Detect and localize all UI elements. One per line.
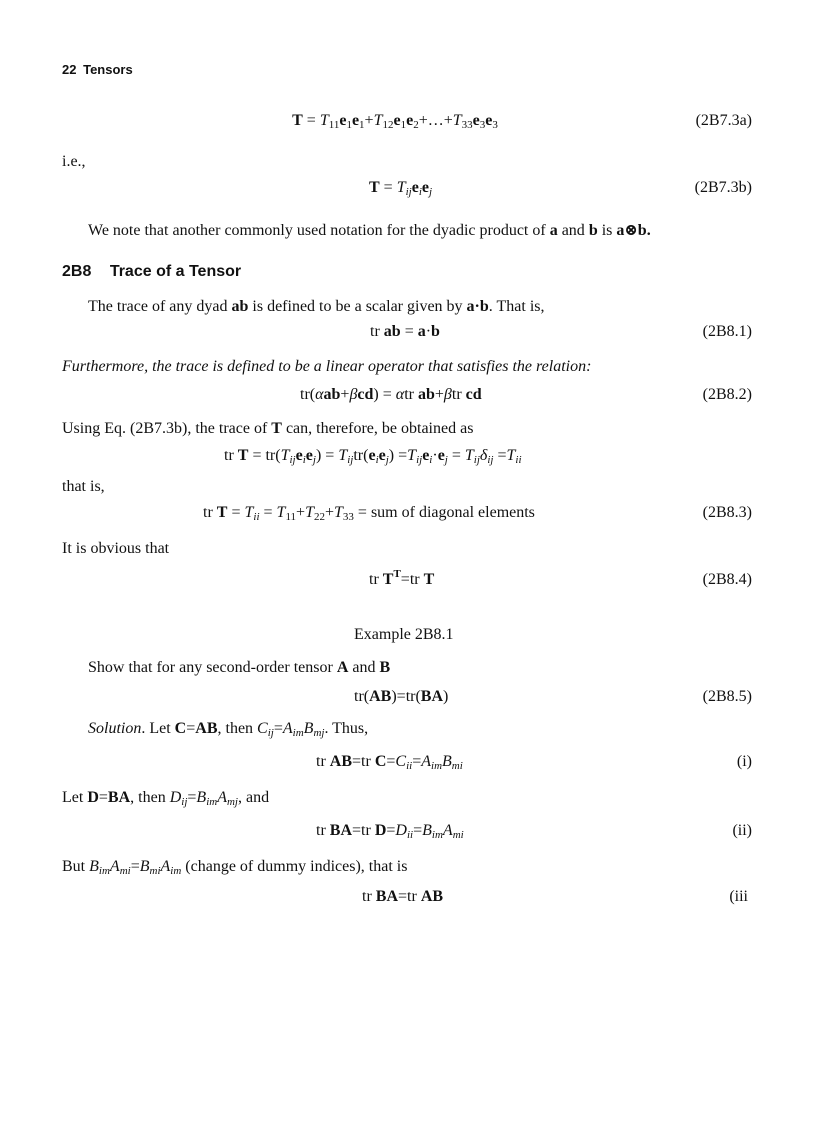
using-eq-sentence <box>62 420 473 438</box>
solution-sentence: Solution. Let C=AB, then $C_{ij}=A_{im}B_{mj}$. Thus, <box>88 720 369 739</box>
tensor-product: a⊗b. <box>616 222 651 239</box>
but-post: (change of dummy indices), that is <box>181 858 408 875</box>
equation-i: tr AB=tr $C=C_{ii}=A_{im}B_{mi}$ <box>316 753 463 772</box>
let-d-pre: Let <box>62 789 88 806</box>
trace-derivation-equation: tr $T = tr(T_{ij}e_ie_j) = T_{ij}tr(e_ie_j) =T_{ij}e_i\cdot e_j = T_{ij}\delta_{ij} =T_{ii}$ <box>224 447 522 466</box>
equation-2B8-4: tr $T^T=tr$ T <box>369 568 435 588</box>
using-eq-post: can, therefore, be obtained as <box>281 420 474 437</box>
let-d-and: , and <box>237 789 270 806</box>
notation-text: We note that another commonly used notation for the dyadic product of <box>88 222 550 239</box>
linear-operator-sentence: Furthermore, the trace is defined to be a linear operator that satisfies the relation: <box>62 358 592 375</box>
let-d-then: , then <box>130 789 170 806</box>
using-eq-pre: Using Eq. (2B7.3b), the trace of <box>62 420 272 437</box>
equation-label-2B8-4: (2B8.4) <box>702 571 752 588</box>
equation-iii: tr BA=tr AB <box>362 888 444 905</box>
running-header <box>62 62 133 77</box>
vector-a: a <box>549 222 558 239</box>
equation-label-ii: (ii) <box>732 822 752 839</box>
solution-thus: . Thus, <box>324 720 369 737</box>
tensor-T: T <box>271 420 282 437</box>
equation-2B8-1: tr ab = a·b <box>370 323 440 340</box>
solution-pre: . Let <box>141 720 175 737</box>
ie-text: i.e., <box>62 153 86 170</box>
trace-definition-sentence <box>88 298 544 316</box>
show-sentence <box>88 659 390 677</box>
solution-label: Solution <box>88 720 142 737</box>
equation-ii: tr BA=tr $D=D_{ii}=B_{im}A_{mi}$ <box>316 822 464 841</box>
that-is-text: that is, <box>62 478 105 495</box>
running-title: Tensors <box>83 62 133 77</box>
equation-label-2B8-1: (2B8.1) <box>702 323 752 340</box>
tensor-A: A <box>336 659 349 676</box>
equation-2B8-3-tail: = sum of diagonal elements <box>353 504 535 521</box>
page-number: 22 <box>62 62 77 77</box>
but-sentence: But $B_{im}A_{mi}=B_{mi}A_{im}$ (change of dummy indices), that is <box>62 858 408 877</box>
equation-label-2B8-5: (2B8.5) <box>702 688 752 705</box>
but-pre: But <box>62 858 90 875</box>
equation-2B8-2: tr(αab+βcd) = αtr ab+βtr cd <box>300 386 482 403</box>
show-pre: Show that for any second-order tensor <box>88 659 337 676</box>
trace-def-mid: is defined to be a scalar given by <box>248 298 467 315</box>
equation-label-2B7-3b: (2B7.3b) <box>694 179 752 196</box>
notation-is: is <box>597 222 617 239</box>
example-title: Example 2B8.1 <box>354 626 454 643</box>
equation-2B8-5: tr(AB)=tr(BA) <box>354 688 449 705</box>
notation-and: and <box>557 222 589 239</box>
equation-2B7-3b: $T = T_{ij}e_ie_j$ <box>369 179 433 198</box>
equation-2B8-3: tr $T = T_{ii} = T_{11}+T_{22}+T_{33}$ = sum of diagonal elements <box>203 504 535 523</box>
equation-label-2B8-2: (2B8.2) <box>702 386 752 403</box>
notation-sentence <box>88 220 651 240</box>
equation-label-2B8-3: (2B8.3) <box>702 504 752 521</box>
trace-def-post: . That is, <box>488 298 545 315</box>
equation-2B7-3a: $T = T_{11}e_1e_1+T_{12}e_1e_2+\dots+T_{33}e_3e_3$ <box>292 112 498 131</box>
equation-label-2B7-3a: (2B7.3a) <box>695 112 752 129</box>
solution-then: , then <box>217 720 258 737</box>
dyad-ab: ab <box>231 298 249 315</box>
obvious-text: It is obvious that <box>62 540 170 557</box>
equation-label-iii: (iii <box>729 888 748 905</box>
section-title: Trace of a Tensor <box>109 263 242 280</box>
vector-b: b <box>588 222 598 239</box>
let-D-sentence: Let D=BA, then $D_{ij}=B_{im}A_{mj}$, and <box>62 789 270 808</box>
section-heading <box>62 263 241 281</box>
trace-def-pre: The trace of any dyad <box>88 298 232 315</box>
equation-label-i: (i) <box>736 753 752 770</box>
tensor-B: B <box>379 659 391 676</box>
show-and: and <box>348 659 380 676</box>
section-number: 2B8 <box>62 263 92 280</box>
dot-product-ab: a·b <box>466 298 489 315</box>
